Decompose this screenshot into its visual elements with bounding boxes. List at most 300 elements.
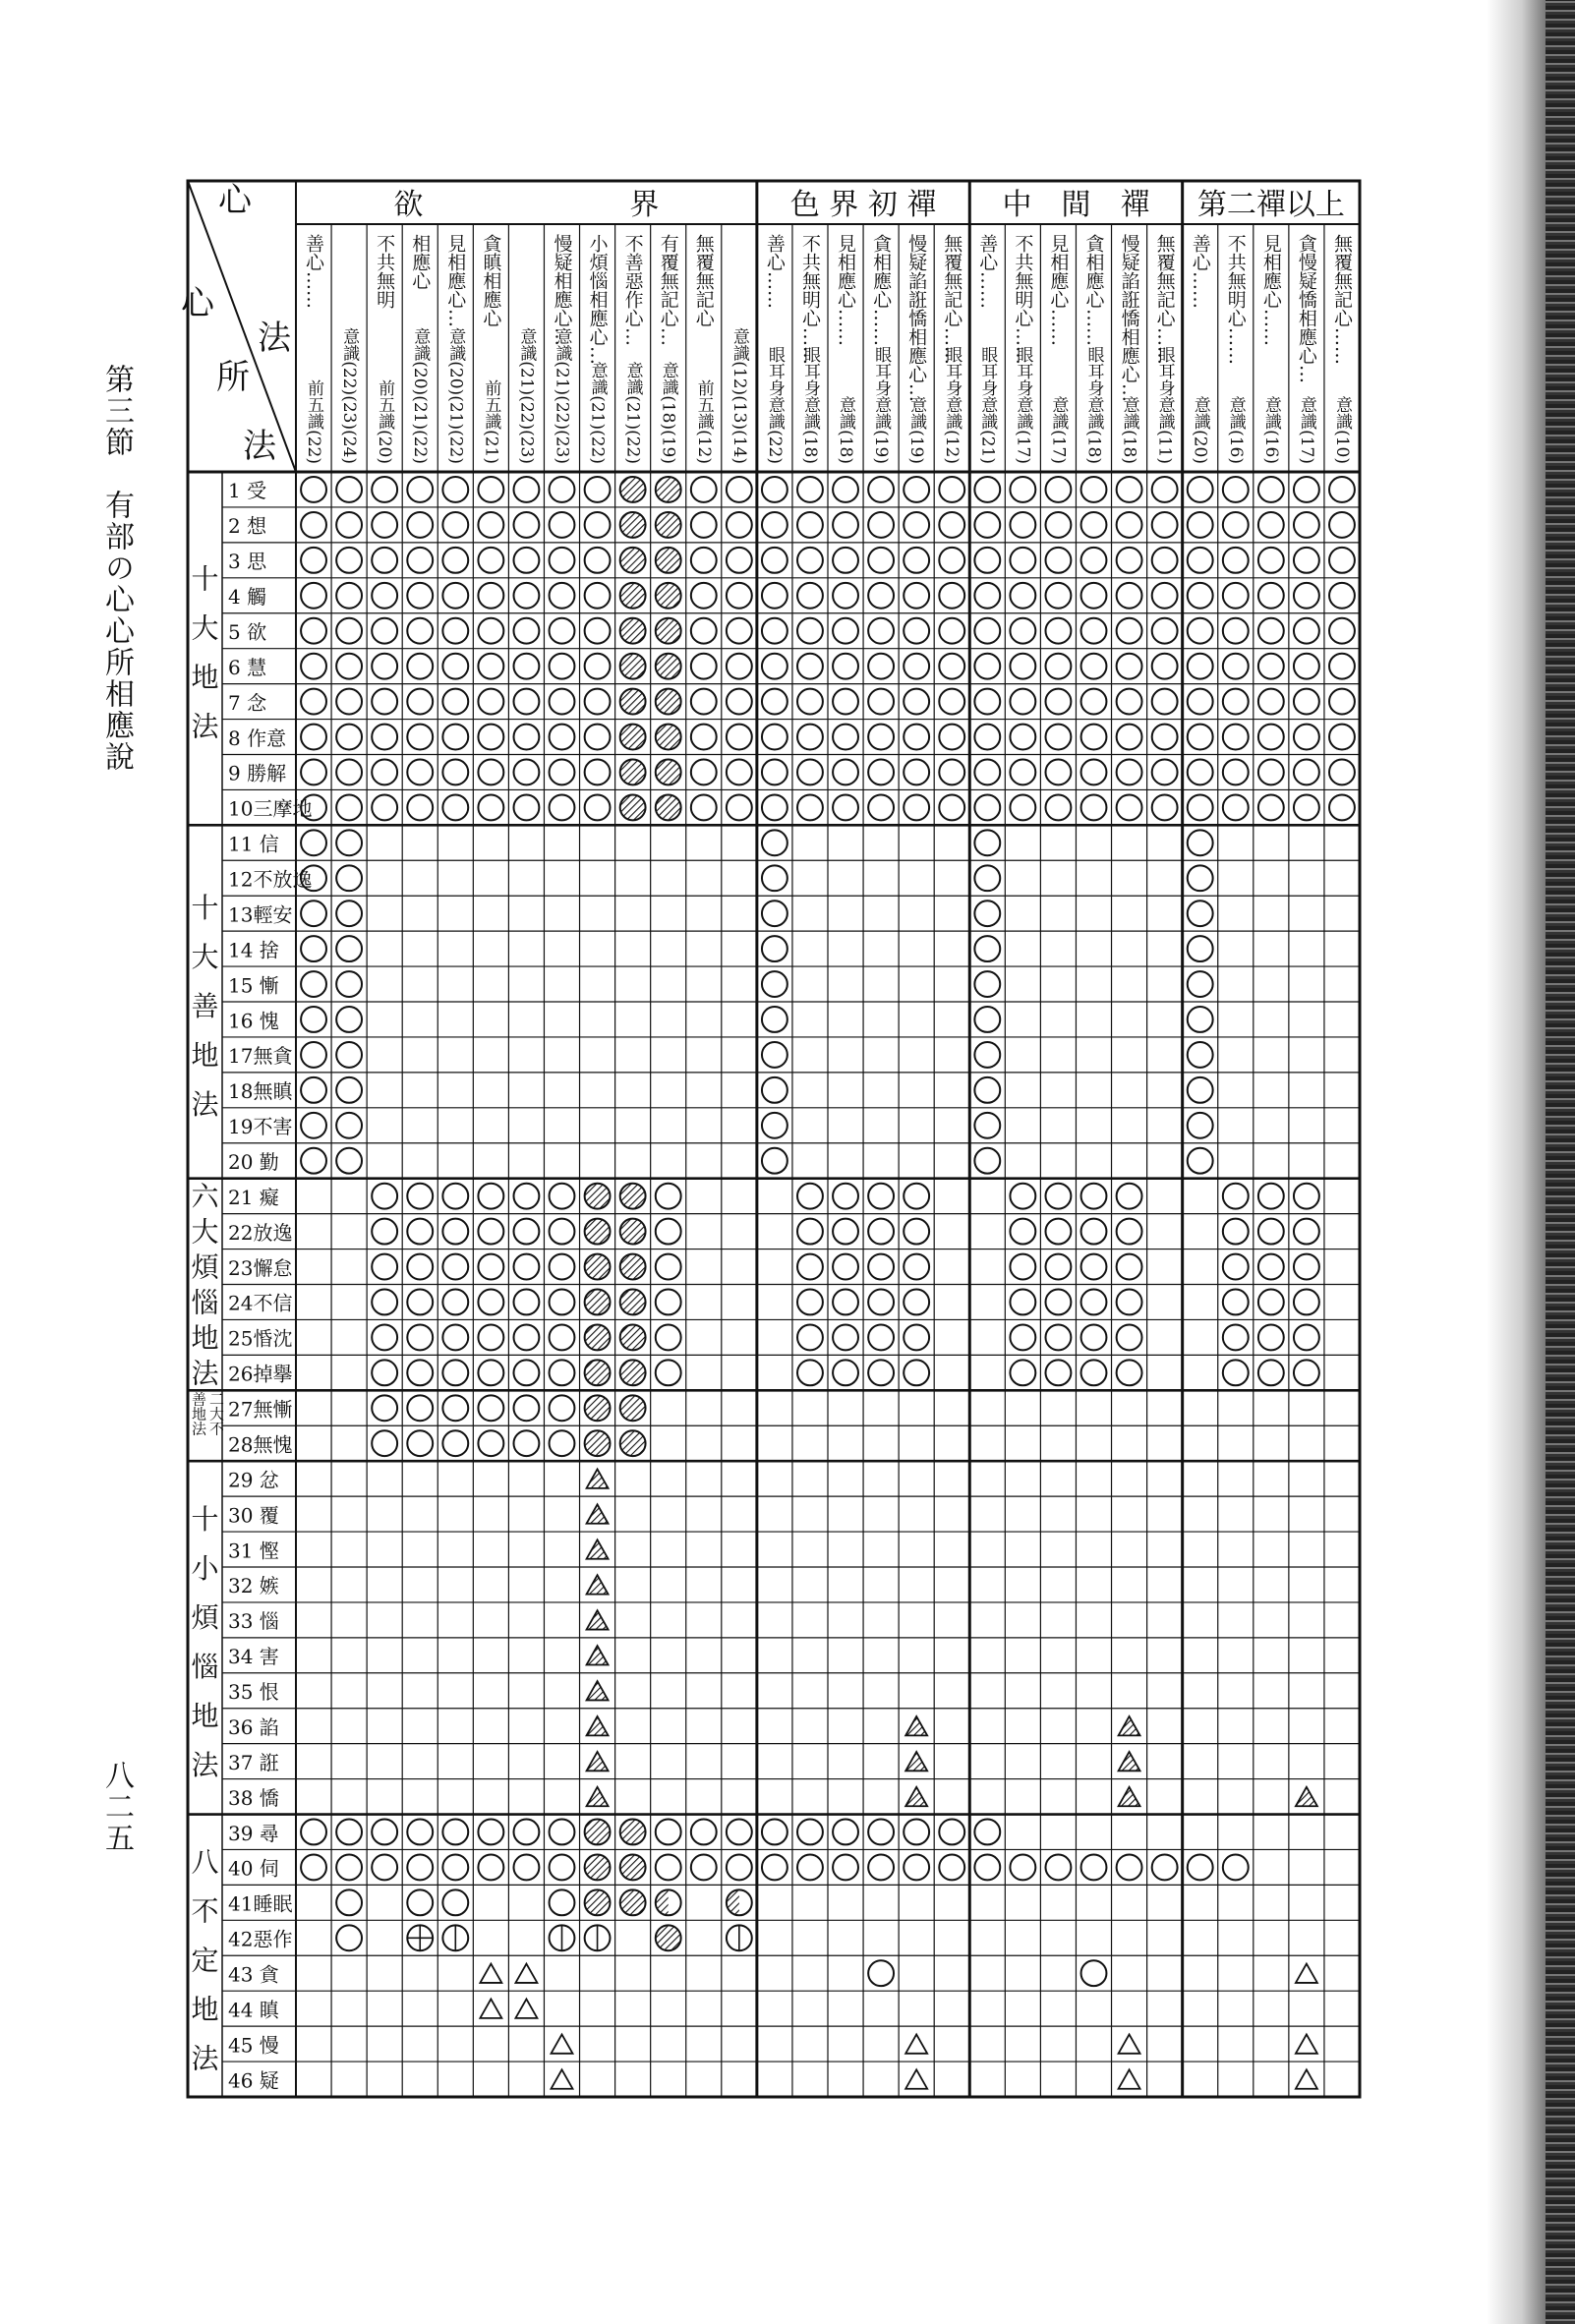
mark-circle: [513, 1360, 539, 1385]
mark-circle: [1152, 794, 1178, 820]
mark-circle: [833, 725, 858, 750]
mark-circle: [550, 1820, 575, 1845]
mark-circle: [691, 618, 717, 644]
mark-circle: [442, 654, 468, 679]
mark-circle: [1223, 1254, 1249, 1280]
mark-circle: [1117, 512, 1142, 538]
mark-circle: [868, 1360, 894, 1385]
column-header-name: 慢疑相應心…: [551, 234, 573, 346]
mark-circle: [478, 1219, 503, 1245]
mark-circle: [656, 1324, 681, 1350]
mark-circle: [1294, 1290, 1319, 1315]
column-header-name: 貪瞋相應心: [480, 234, 502, 327]
mark-circle: [585, 583, 611, 609]
mark-circle: [372, 1324, 397, 1350]
mark-circle: [513, 1820, 539, 1845]
mark-circle: [1045, 1254, 1071, 1280]
mark-circle: [301, 1854, 326, 1880]
mark-circle: [1117, 1854, 1142, 1880]
mark-circle: [1258, 512, 1284, 538]
mark-circle: [939, 583, 964, 609]
mark-circle: [1188, 583, 1213, 609]
mark-circle: [1188, 794, 1213, 820]
mark-circle: [407, 1324, 433, 1350]
mark-circle: [1258, 1219, 1284, 1245]
mark-hatched-circle: [656, 583, 681, 609]
mark-circle: [513, 1395, 539, 1421]
mark-circle: [585, 654, 611, 679]
mark-circle: [407, 1254, 433, 1280]
row-label: 20 勤: [228, 1149, 279, 1174]
mark-circle: [833, 512, 858, 538]
mark-circle: [1294, 477, 1319, 502]
mark-circle: [1258, 1290, 1284, 1315]
row-label: 16 愧: [228, 1009, 279, 1033]
group-label-char: 大: [208, 1405, 225, 1423]
mark-circle: [1117, 1290, 1142, 1315]
mark-hatched-circle: [620, 1820, 646, 1845]
mark-circle: [797, 512, 823, 538]
mark-hatched-circle: [620, 794, 646, 820]
mark-circle: [478, 548, 503, 573]
row-label: 34 害: [228, 1645, 279, 1669]
mark-circle: [904, 477, 929, 502]
mark-circle: [372, 1430, 397, 1456]
column-header: [1296, 234, 1317, 464]
mark-circle: [1294, 583, 1319, 609]
mark-circle: [727, 1820, 752, 1845]
mark-circle: [550, 794, 575, 820]
mark-circle: [1258, 1324, 1284, 1350]
mark-circle: [833, 1254, 858, 1280]
mark-circle: [939, 725, 964, 750]
column-header-consciousness: 意識(21)(22)(23): [552, 327, 572, 464]
mark-circle: [1294, 725, 1319, 750]
mark-circle: [478, 654, 503, 679]
mark-circle: [1010, 1184, 1035, 1209]
mark-circle: [762, 477, 788, 502]
mark-hatched-circle: [620, 1184, 646, 1209]
mark-circle: [550, 1854, 575, 1880]
row-label: 27無慚: [228, 1397, 293, 1422]
mark-circle: [301, 1042, 326, 1068]
mark-circle: [301, 654, 326, 679]
mark-circle: [478, 794, 503, 820]
mark-circle: [939, 689, 964, 715]
mark-circle: [797, 1360, 823, 1385]
mark-circle: [939, 477, 964, 502]
mark-circle: [1223, 548, 1249, 573]
mark-circle: [974, 583, 1000, 609]
mark-circle: [691, 1854, 717, 1880]
mark-circle: [727, 794, 752, 820]
mark-circle: [656, 1290, 681, 1315]
column-header-name: 不共無明心……: [798, 234, 821, 365]
mark-hatched-triangle: [587, 1752, 609, 1771]
mark-hatched-triangle: [587, 1681, 609, 1700]
mark-circle: [336, 1148, 362, 1174]
mark-circle: [372, 1184, 397, 1209]
mark-circle: [513, 1254, 539, 1280]
mark-circle: [868, 583, 894, 609]
mark-circle: [478, 689, 503, 715]
mark-circle: [1258, 654, 1284, 679]
row-label: 7 念: [228, 690, 267, 715]
mark-circle: [1329, 512, 1355, 538]
row-label: 4 觸: [228, 585, 267, 610]
mark-circle: [904, 1324, 929, 1350]
mark-circle: [1010, 654, 1035, 679]
group-label-char: 惱: [191, 1286, 219, 1319]
column-header-name: 慢疑諂誑憍相應心…: [1118, 234, 1140, 402]
mark-circle: [1081, 548, 1107, 573]
mark-circle: [550, 1889, 575, 1915]
mark-circle: [1045, 618, 1071, 644]
mark-circle: [762, 1854, 788, 1880]
column-header-name: 貪慢疑憍相應心…: [1295, 234, 1317, 383]
mark-circle: [691, 548, 717, 573]
mark-triangle: [480, 1999, 501, 2017]
mark-circle: [478, 1254, 503, 1280]
mark-circle: [513, 583, 539, 609]
section-title: 第三節 有部の心心所相應說: [99, 364, 134, 773]
mark-circle: [442, 1290, 468, 1315]
mark-circle: [727, 477, 752, 502]
group-label-char: 八: [191, 1845, 219, 1879]
group-label-layer: [191, 563, 224, 2075]
mark-circle: [1329, 794, 1355, 820]
mark-circle: [442, 1854, 468, 1880]
mark-circle: [1294, 1254, 1319, 1280]
mark-circle: [833, 1184, 858, 1209]
mark-circle: [904, 1854, 929, 1880]
row-label: 9 勝解: [228, 761, 287, 785]
mark-circle: [904, 1360, 929, 1385]
mark-circle: [336, 794, 362, 820]
mark-circle: [762, 936, 788, 961]
mark-hatched-circle: [620, 1854, 646, 1880]
mark-circle: [868, 548, 894, 573]
mark-triangle: [1296, 2034, 1317, 2053]
column-header-consciousness: 前五識(21): [481, 379, 501, 464]
column-header: [552, 234, 573, 464]
mark-circle: [513, 512, 539, 538]
mark-hatched-triangle: [1296, 1787, 1317, 1806]
mark-circle: [585, 618, 611, 644]
mark-circle: [833, 548, 858, 573]
mark-hatched-circle: [620, 1290, 646, 1315]
mark-circle: [442, 725, 468, 750]
mark-circle: [478, 1820, 503, 1845]
mark-circle: [478, 583, 503, 609]
mark-circle: [513, 1290, 539, 1315]
mark-circle: [939, 654, 964, 679]
mark-circle: [974, 618, 1000, 644]
mark-circle: [1223, 760, 1249, 785]
mark-circle: [868, 512, 894, 538]
mark-circle: [727, 548, 752, 573]
column-header-consciousness: 意識(20)(21)(22): [410, 327, 431, 464]
mark-circle: [974, 477, 1000, 502]
mark-circle: [868, 1854, 894, 1880]
mark-circle: [1117, 725, 1142, 750]
mark-circle: [478, 1184, 503, 1209]
mark-circle: [904, 618, 929, 644]
mark-hatched-circle: [620, 1324, 646, 1350]
mark-circle: [372, 1360, 397, 1385]
mark-circle: [797, 618, 823, 644]
mark-circle: [1258, 689, 1284, 715]
row-label: 14 捨: [228, 938, 279, 962]
mark-circle: [585, 794, 611, 820]
group-label-char: 大: [191, 941, 219, 974]
mark-circle: [1045, 1360, 1071, 1385]
mark-circle: [550, 1184, 575, 1209]
mark-circle: [372, 794, 397, 820]
mark-circle: [1117, 794, 1142, 820]
mark-circle: [833, 1324, 858, 1350]
mark-circle: [939, 618, 964, 644]
column-header-name: 小煩惱相應心…: [586, 234, 609, 365]
row-label: 10三摩地: [228, 796, 313, 821]
mark-circle: [762, 583, 788, 609]
mark-circle: [478, 1430, 503, 1456]
row-label: 23懈怠: [228, 1255, 293, 1280]
column-header-consciousness: 眼耳身意識(12): [942, 346, 962, 464]
mark-circle: [513, 794, 539, 820]
mark-circle: [336, 1042, 362, 1068]
mark-circle: [974, 865, 1000, 891]
mark-circle: [478, 1360, 503, 1385]
column-header-consciousness: 眼耳身意識(21): [977, 346, 998, 464]
group-label-char: 定: [191, 1944, 219, 1977]
mark-circle: [513, 689, 539, 715]
mark-circle: [513, 1219, 539, 1245]
mark-circle: [656, 1360, 681, 1385]
mark-circle: [939, 1854, 964, 1880]
group-label-char: 不: [191, 1894, 219, 1928]
mark-hatched-circle: [585, 1889, 611, 1915]
mark-hatched-circle: [656, 512, 681, 538]
row-label: 42惡作: [228, 1927, 293, 1951]
mark-hatched-triangle: [587, 1716, 609, 1735]
mark-circle: [442, 794, 468, 820]
column-header-name: 不共無明心……: [1224, 234, 1247, 365]
column-header-name: 不共無明: [374, 234, 396, 309]
column-header-name: 無覆無記心……: [941, 234, 963, 365]
mark-circle: [1294, 1184, 1319, 1209]
mark-circle: [1329, 477, 1355, 502]
mark-circle: [1329, 583, 1355, 609]
mark-circle: [904, 689, 929, 715]
mark-circle: [1010, 1219, 1035, 1245]
column-header: [516, 327, 537, 464]
row-label: 2 想: [228, 514, 267, 539]
mark-circle: [407, 583, 433, 609]
mark-circle: [336, 830, 362, 855]
mark-circle: [442, 1889, 468, 1915]
mark-circle: [833, 794, 858, 820]
mark-hatched-circle: [656, 1925, 681, 1950]
mark-circle: [301, 1077, 326, 1103]
column-header-consciousness: 意識(16): [1260, 396, 1281, 464]
mark-circle: [372, 512, 397, 538]
column-header: [374, 234, 395, 464]
column-header: [1260, 234, 1282, 464]
mark-hatched-circle: [585, 1395, 611, 1421]
mark-circle: [691, 794, 717, 820]
column-header-name: 見相應心…: [444, 234, 467, 327]
mark-circle: [407, 512, 433, 538]
mark-circle: [1045, 548, 1071, 573]
mark-triangle: [480, 1964, 501, 1983]
mark-hatched-triangle: [1119, 1716, 1140, 1735]
mark-circle: [442, 1184, 468, 1209]
mark-circle: [904, 794, 929, 820]
group-label-char: 大: [191, 611, 219, 645]
mark-circle: [336, 689, 362, 715]
column-header: [941, 234, 962, 464]
mark-triangle: [905, 2069, 927, 2088]
mark-circle: [372, 654, 397, 679]
mark-circle: [1117, 1324, 1142, 1350]
mark-circle: [372, 760, 397, 785]
mark-circle: [442, 583, 468, 609]
column-header-name: 相應心: [409, 234, 432, 290]
mark-circle: [833, 1290, 858, 1315]
corner-label-mind-2: 心: [181, 284, 214, 323]
corner-label-mind: 心: [218, 181, 252, 220]
mark-circle: [1117, 1184, 1142, 1209]
column-header: [905, 234, 927, 464]
mark-circle: [550, 618, 575, 644]
mark-circle: [1081, 654, 1107, 679]
mark-circle: [868, 1254, 894, 1280]
mark-circle: [1223, 583, 1249, 609]
mark-circle: [904, 512, 929, 538]
mark-circle: [762, 971, 788, 997]
mark-circle: [1188, 512, 1213, 538]
mark-circle: [442, 1254, 468, 1280]
row-label: 5 欲: [228, 619, 267, 644]
mark-circle: [1010, 477, 1035, 502]
mark-circle: [336, 725, 362, 750]
mark-circle: [868, 1820, 894, 1845]
mark-circle: [1117, 1360, 1142, 1385]
row-label: 1 受: [228, 479, 267, 503]
mark-circle: [833, 1360, 858, 1385]
mark-circle: [1294, 548, 1319, 573]
mark-circle: [407, 1395, 433, 1421]
corner-label-possessed: 所: [216, 358, 250, 397]
mark-circle: [513, 1184, 539, 1209]
mark-circle: [478, 725, 503, 750]
mark-circle: [513, 618, 539, 644]
mark-circle: [974, 1077, 1000, 1103]
mark-circle: [656, 1854, 681, 1880]
mark-circle: [442, 1820, 468, 1845]
mark-circle: [442, 618, 468, 644]
group-label: [192, 1390, 224, 1437]
mark-circle: [1010, 725, 1035, 750]
mark-circle: [762, 760, 788, 785]
column-header-name: 見相應心……: [835, 234, 857, 346]
column-header-consciousness: 意識(10): [1331, 396, 1352, 464]
column-header-consciousness: 眼耳身意識(17): [1013, 346, 1033, 464]
mark-circle: [797, 725, 823, 750]
group-label-char: 法: [191, 1357, 219, 1390]
column-header-consciousness: 意識(20)(21)(22): [445, 327, 466, 464]
mark-circle: [904, 548, 929, 573]
mark-circle: [762, 1042, 788, 1068]
mark-circle: [868, 794, 894, 820]
mark-circle: [336, 1854, 362, 1880]
mark-circle: [1010, 1290, 1035, 1315]
mark-circle: [550, 583, 575, 609]
group-label-char: 六: [191, 1180, 219, 1213]
mark-circle: [442, 1360, 468, 1385]
mark-hatched-circle: [620, 1219, 646, 1245]
mark-circle: [1258, 583, 1284, 609]
mark-circle: [727, 689, 752, 715]
mark-hatched-circle: [620, 583, 646, 609]
mark-hatched-triangle: [587, 1469, 609, 1487]
mark-circle: [1329, 689, 1355, 715]
mark-circle: [336, 548, 362, 573]
mark-circle: [1188, 618, 1213, 644]
mark-circle: [1223, 725, 1249, 750]
mark-circle: [301, 689, 326, 715]
mark-circle: [1258, 794, 1284, 820]
mark-circle: [727, 760, 752, 785]
mark-hatched-circle: [585, 1324, 611, 1350]
row-label: 45 慢: [228, 2033, 279, 2058]
mark-circle: [513, 725, 539, 750]
mark-circle: [727, 1854, 752, 1880]
mark-hatched-circle: [620, 548, 646, 573]
mark-circle: [1223, 1184, 1249, 1209]
corner-label-dharma-2: 法: [243, 427, 276, 466]
mark-circle: [478, 1854, 503, 1880]
mark-circle: [762, 618, 788, 644]
mark-circle: [868, 477, 894, 502]
mark-circle: [797, 1184, 823, 1209]
row-label: 46 疑: [228, 2068, 279, 2093]
mark-circle: [974, 1113, 1000, 1138]
row-label: 25惛沈: [228, 1326, 293, 1351]
mark-circle: [550, 1219, 575, 1245]
mark-circle: [1258, 618, 1284, 644]
mark-circle: [1010, 618, 1035, 644]
mark-circle: [442, 512, 468, 538]
mark-hatched-triangle: [1119, 1752, 1140, 1771]
column-header: [764, 234, 786, 464]
column-header-consciousness: 前五識(20): [375, 379, 395, 464]
column-header: [835, 234, 856, 464]
mark-circle: [974, 760, 1000, 785]
mark-circle: [1329, 654, 1355, 679]
mark-circle: [550, 477, 575, 502]
group-label-char: 法: [191, 710, 219, 743]
column-header-consciousness: 眼耳身意識(22): [764, 346, 785, 464]
mark-circle: [797, 1854, 823, 1880]
mark-circle: [868, 1219, 894, 1245]
mark-circle: [1188, 865, 1213, 891]
mark-circle: [1152, 760, 1178, 785]
mark-circle: [336, 901, 362, 926]
column-header-consciousness: 前五識(12): [693, 379, 714, 464]
mark-hatched-circle: [620, 618, 646, 644]
